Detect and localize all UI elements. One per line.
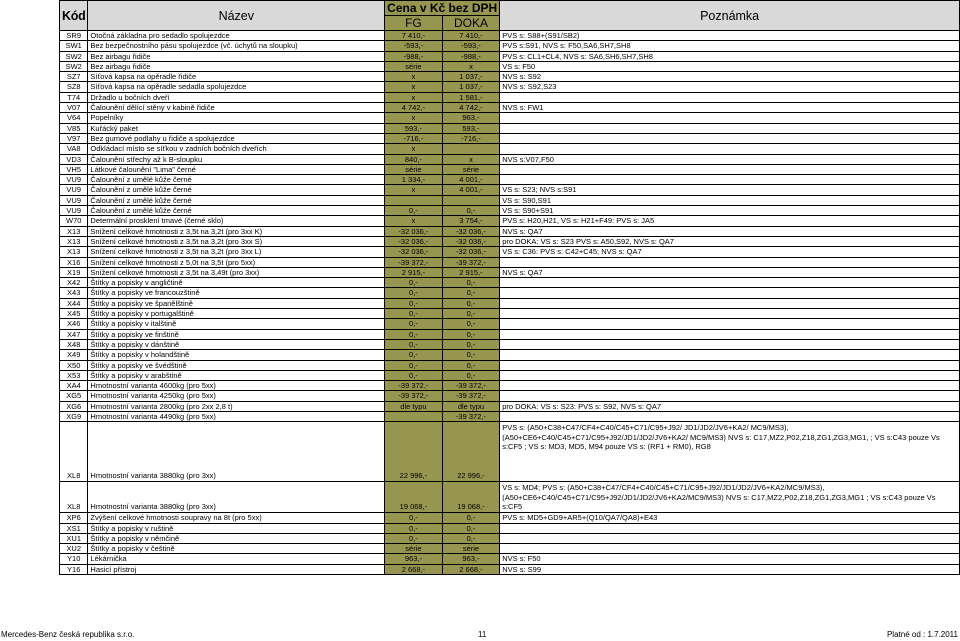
table-row [60, 82, 960, 92]
table-row [60, 103, 960, 113]
row-name: Síťová kapsa na opěradle sedadla spolujezdce [88, 82, 385, 92]
table-row [60, 51, 960, 61]
row-note [500, 164, 960, 174]
row-note [500, 360, 960, 370]
row-price-doka: 0,- [442, 350, 500, 360]
row-code: Y16 [60, 564, 88, 574]
row-name: Štítky a popisky ve francouzštině [88, 288, 385, 298]
row-price-fg: 0,- [385, 513, 443, 523]
row-price-fg: -32 036,- [385, 247, 443, 257]
table-row [60, 523, 960, 533]
row-price-doka: 0,- [442, 513, 500, 523]
row-price-fg: x [385, 92, 443, 102]
row-price-fg: -593,- [385, 41, 443, 51]
row-price-doka: 2 668,- [442, 564, 500, 574]
row-price-fg: 963,- [385, 554, 443, 564]
table-row [60, 339, 960, 349]
row-code: XU1 [60, 533, 88, 543]
footer-valid-from: Platné od : 1.7.2011 [886, 630, 958, 639]
row-price-doka: -716,- [442, 133, 500, 143]
table-row [60, 236, 960, 246]
row-name: Otočná základna pro sedadlo spolujezdce [88, 31, 385, 41]
header-code: Kód [60, 1, 88, 31]
table-row [60, 381, 960, 391]
table-row [60, 41, 960, 51]
row-name: Bez airbagu řidiče [88, 61, 385, 71]
row-code: X19 [60, 267, 88, 277]
row-code: XG9 [60, 411, 88, 421]
row-price-doka: 1 037,- [442, 72, 500, 82]
row-code: SW1 [60, 41, 88, 51]
row-price-fg: 0,- [385, 350, 443, 360]
table-row [60, 309, 960, 319]
row-code: X44 [60, 298, 88, 308]
row-price-fg: 2 915,- [385, 267, 443, 277]
row-price-doka: 7 410,- [442, 31, 500, 41]
row-price-doka: série [442, 164, 500, 174]
row-note: VS s: S23; NVS s:S91 [500, 185, 960, 195]
row-name: Hmotnostní varianta 4250kg (pro 5xx) [88, 391, 385, 401]
row-note [500, 298, 960, 308]
row-name: Kuřácký paket [88, 123, 385, 133]
row-name: Čalounění střechy až k B-sloupku [88, 154, 385, 164]
row-code: VU9 [60, 206, 88, 216]
row-price-fg: 593,- [385, 123, 443, 133]
row-price-fg: 22 996,- [385, 422, 443, 482]
row-price-fg: x [385, 82, 443, 92]
table-row [60, 544, 960, 554]
table-row [60, 206, 960, 216]
row-name: Hmotnostní varianta 4600kg (pro 5xx) [88, 381, 385, 391]
row-price-doka: 1 037,- [442, 82, 500, 92]
row-code: VU9 [60, 175, 88, 185]
row-price-fg: x [385, 185, 443, 195]
row-price-doka: 0,- [442, 288, 500, 298]
row-price-fg: 0,- [385, 288, 443, 298]
row-name: Štítky a popisky ve španělštině [88, 298, 385, 308]
table-row [60, 61, 960, 71]
row-code: VU9 [60, 195, 88, 205]
row-price-fg: 0,- [385, 206, 443, 216]
row-price-doka: -39 372,- [442, 391, 500, 401]
row-note [500, 370, 960, 380]
row-price-fg: 0,- [385, 298, 443, 308]
row-note [500, 533, 960, 543]
row-price-doka [442, 195, 500, 205]
row-name: Čalounění z umělé kůže černé [88, 185, 385, 195]
table-row [60, 257, 960, 267]
row-price-doka: 4 001,- [442, 185, 500, 195]
row-code: X47 [60, 329, 88, 339]
row-price-doka: 963,- [442, 554, 500, 564]
row-name: Štítky a popisky v arabštině [88, 370, 385, 380]
row-code: VH5 [60, 164, 88, 174]
row-price-doka: -39 372,- [442, 381, 500, 391]
row-note: VS s: S90+S91 [500, 206, 960, 216]
row-name: Čalounění z umělé kůže černé [88, 195, 385, 205]
row-price-doka [442, 144, 500, 154]
row-name: Bez gumové podlahy u řidiče a spolujezdce [88, 133, 385, 143]
row-price-fg: -32 036,- [385, 226, 443, 236]
row-name: Hmotnostní varianta 4490kg (pro 5xx) [88, 411, 385, 421]
table-row [60, 92, 960, 102]
row-price-fg: 840,- [385, 154, 443, 164]
row-price-doka: 0,- [442, 319, 500, 329]
footer-company: Mercedes-Benz česká republika s.r.o. [1, 630, 135, 639]
row-name: Zvýšení celkové hmotnosti soupravy na 8t (pro 5xx) [88, 513, 385, 523]
row-note [500, 381, 960, 391]
row-note [500, 350, 960, 360]
table-row [60, 72, 960, 82]
row-price-doka: dle typu [442, 401, 500, 411]
table-row [60, 164, 960, 174]
row-note [500, 411, 960, 421]
row-price-fg: 0,- [385, 319, 443, 329]
row-note: NVS s: F50 [500, 554, 960, 564]
table-row [60, 226, 960, 236]
table-row [60, 513, 960, 523]
row-note: VS s: F50 [500, 61, 960, 71]
row-code: VD3 [60, 154, 88, 164]
row-note [500, 175, 960, 185]
row-note [500, 288, 960, 298]
row-code: SR9 [60, 31, 88, 41]
row-code: XL8 [60, 422, 88, 482]
row-price-fg: 7 410,- [385, 31, 443, 41]
row-name: Štítky a popisky v ruštině [88, 523, 385, 533]
row-price-doka: 0,- [442, 533, 500, 543]
row-price-doka: x [442, 61, 500, 71]
row-price-fg: 19 068,- [385, 482, 443, 513]
table-row [60, 482, 960, 513]
row-code: X13 [60, 226, 88, 236]
header-note: Poznámka [500, 1, 960, 31]
row-note [500, 309, 960, 319]
table-row [60, 298, 960, 308]
table-row [60, 554, 960, 564]
row-price-fg: 0,- [385, 360, 443, 370]
row-name: Čalounění z umělé kůže černé [88, 206, 385, 216]
row-name: Bez bezpečnostního pásu spolujezdce (vč. úchytů na sloupku) [88, 41, 385, 51]
row-price-doka: 3 754,- [442, 216, 500, 226]
row-note [500, 278, 960, 288]
row-price-doka: 0,- [442, 278, 500, 288]
row-code: XU2 [60, 544, 88, 554]
row-code: SZ7 [60, 72, 88, 82]
row-note: VS s: C36: PVS s: C42+C45; NVS s: QA7 [500, 247, 960, 257]
row-name: Hasicí přístroj [88, 564, 385, 574]
row-note [500, 123, 960, 133]
table-row [60, 422, 960, 482]
row-code: SW2 [60, 61, 88, 71]
row-code: X13 [60, 236, 88, 246]
row-code: X49 [60, 350, 88, 360]
row-note [500, 92, 960, 102]
row-price-fg: x [385, 216, 443, 226]
row-note [500, 339, 960, 349]
row-code: X48 [60, 339, 88, 349]
row-name: Hmotnostní varianta 3880kg (pro 3xx) [88, 482, 385, 513]
table-row [60, 329, 960, 339]
row-note: VS s: S90,S91 [500, 195, 960, 205]
row-price-doka: 0,- [442, 339, 500, 349]
row-code: X50 [60, 360, 88, 370]
table-row [60, 401, 960, 411]
footer-page-number: 11 [478, 630, 487, 639]
row-code: XP6 [60, 513, 88, 523]
row-note [500, 523, 960, 533]
row-name: Látkové čalounění "Lima" černé [88, 164, 385, 174]
row-note: VS s: MD4; PVS s: (A50+C38+C47/CF4+C40/C45+C71/C95+J92/JD1/JD2/JV6+KA2/MC9/MS3),(A50+CE6+C40/C45+C71/C95+J92/JD1/JD2/JV6+KA2/MC9/MS3) NVS s: C17,MZ2,P02,Z18,ZG1,ZG3,MG1 ; VS s:C43 pouze Vs s:CF5 [500, 482, 960, 513]
row-price-fg: -32 036,- [385, 236, 443, 246]
table-row [60, 175, 960, 185]
row-price-fg: x [385, 113, 443, 123]
row-price-doka: -32 036,- [442, 226, 500, 236]
row-price-fg: dle typu [385, 401, 443, 411]
table-row [60, 195, 960, 205]
row-note: PVS s: H20,H21, VS s: H21+F49: PVS s: JA5 [500, 216, 960, 226]
row-name: Štítky a popisky ve finštině [88, 329, 385, 339]
row-name: Odkládací místo se síťkou v zadních bočních dveřích [88, 144, 385, 154]
row-name: Držadlo u bočních dveří [88, 92, 385, 102]
row-code: X42 [60, 278, 88, 288]
row-code: SZ8 [60, 82, 88, 92]
table-row [60, 564, 960, 574]
row-price-doka: 4 742,- [442, 103, 500, 113]
row-name: Snížení celkové hmotnosti z 3,5t na 3,49t (pro 3xx) [88, 267, 385, 277]
table-row [60, 267, 960, 277]
row-code: X46 [60, 319, 88, 329]
row-price-doka: -39 372,- [442, 411, 500, 421]
row-price-doka: -32 036,- [442, 236, 500, 246]
row-code: XL8 [60, 482, 88, 513]
row-price-doka: 0,- [442, 329, 500, 339]
row-name: Lékárnička [88, 554, 385, 564]
table-row [60, 113, 960, 123]
row-note: pro DOKA: VS s: S23: PVS s: S92, NVS s: QA7 [500, 401, 960, 411]
row-code: Y10 [60, 554, 88, 564]
row-price-doka: 0,- [442, 298, 500, 308]
row-note [500, 133, 960, 143]
row-name: Štítky a popisky v češtině [88, 544, 385, 554]
row-code: T74 [60, 92, 88, 102]
row-note: NVS s: S99 [500, 564, 960, 574]
row-name: Čalounění z umělé kůže černé [88, 175, 385, 185]
row-name: Hmotnostní varianta 2800kg (pro 2xx 2,8 t) [88, 401, 385, 411]
row-price-doka: 4 001,- [442, 175, 500, 185]
row-price-fg [385, 411, 443, 421]
row-name: Snížení celkové hmotnosti z 3,5t na 3,2t (pro 3xx S) [88, 236, 385, 246]
row-note [500, 113, 960, 123]
table-row [60, 123, 960, 133]
header-price: Cena v Kč bez DPH [385, 1, 500, 16]
row-name: Hmotnostní varianta 3880kg (pro 3xx) [88, 422, 385, 482]
row-note [500, 329, 960, 339]
row-price-fg: 0,- [385, 370, 443, 380]
row-code: VU9 [60, 185, 88, 195]
row-price-doka: -593,- [442, 41, 500, 51]
table-row [60, 185, 960, 195]
row-note: NVS s: FW1 [500, 103, 960, 113]
row-code: X53 [60, 370, 88, 380]
row-code: V64 [60, 113, 88, 123]
row-code: XG6 [60, 401, 88, 411]
price-table [59, 0, 960, 575]
table-row [60, 154, 960, 164]
row-price-doka: 0,- [442, 309, 500, 319]
row-price-fg: 1 334,- [385, 175, 443, 185]
row-name: Snížení celkové hmotnosti z 3,5t na 3,2t (pro 3xx L) [88, 247, 385, 257]
row-code: V07 [60, 103, 88, 113]
row-code: W70 [60, 216, 88, 226]
row-note: NVS s: QA7 [500, 267, 960, 277]
row-price-fg: série [385, 164, 443, 174]
row-price-doka: 593,- [442, 123, 500, 133]
table-row [60, 319, 960, 329]
row-name: Štítky a popisky v angličtině [88, 278, 385, 288]
table-row [60, 370, 960, 380]
row-code: XS1 [60, 523, 88, 533]
table-row [60, 360, 960, 370]
row-price-fg: 2 668,- [385, 564, 443, 574]
table-row [60, 31, 960, 41]
row-note [500, 257, 960, 267]
row-note: pro DOKA: VS s: S23 PVS s: A50,S92, NVS s: QA7 [500, 236, 960, 246]
row-price-fg: série [385, 544, 443, 554]
table-row [60, 350, 960, 360]
row-code: V85 [60, 123, 88, 133]
row-price-doka: 0,- [442, 370, 500, 380]
row-code: X45 [60, 309, 88, 319]
row-price-doka: x [442, 154, 500, 164]
row-code: X16 [60, 257, 88, 267]
row-price-fg: 0,- [385, 329, 443, 339]
row-price-doka: 0,- [442, 523, 500, 533]
row-price-fg: 0,- [385, 278, 443, 288]
row-price-fg: x [385, 72, 443, 82]
row-price-doka: 19 068,- [442, 482, 500, 513]
row-note: NVS s: S92,S23 [500, 82, 960, 92]
row-price-doka: 1 581,- [442, 92, 500, 102]
row-price-fg: série [385, 61, 443, 71]
row-note: PVS s: CL1+CL4, NVS s: SA6,SH6,SH7,SH8 [500, 51, 960, 61]
row-note [500, 544, 960, 554]
header-row [60, 1, 960, 16]
row-note: PVS s:S91, NVS s: F50,SA6,SH7,SH8 [500, 41, 960, 51]
row-note: PVS s: (A50+C38+C47/CF4+C40/C45+C71/C95+J92/ JD1/JD2/JV6+KA2/ MC9/MS3),(A50+CE6+C40/C45+C71/C95+J92/JD1/JD2/JV6+KA2/ MC9/MS3) NVS s: C17,MZ2,P02,Z18,ZG1,ZG3,MG1, ; VS s:C43 pouze Vs s:CF5 ; VS s: MD3, MD5, M94 pouze VS s: (RF1 + RM0), RG8 [500, 422, 960, 482]
row-code: SW2 [60, 51, 88, 61]
table-row [60, 247, 960, 257]
row-price-doka: -32 036,- [442, 247, 500, 257]
row-code: X13 [60, 247, 88, 257]
table-row [60, 133, 960, 143]
row-note [500, 391, 960, 401]
table-row [60, 216, 960, 226]
row-note: NVS s: QA7 [500, 226, 960, 236]
row-price-doka: 2 915,- [442, 267, 500, 277]
row-code: XA4 [60, 381, 88, 391]
header-name: Název [88, 1, 385, 31]
row-price-doka: série [442, 544, 500, 554]
row-code: XG5 [60, 391, 88, 401]
row-price-doka: 0,- [442, 360, 500, 370]
row-note [500, 144, 960, 154]
row-name: Čalounění dělící stěny v kabině řidiče [88, 103, 385, 113]
row-name: Bez airbagu řidiče [88, 51, 385, 61]
row-note: PVS s: MD5+GD9+AR5+(Q10/QA7/QA8)+E43 [500, 513, 960, 523]
row-name: Štítky a popisky v dánštině [88, 339, 385, 349]
row-name: Štítky a popisky v italštině [88, 319, 385, 329]
row-price-fg: -716,- [385, 133, 443, 143]
row-name: Štítky a popisky v portugalštině [88, 309, 385, 319]
row-name: Snížení celkové hmotnosti z 5,0t na 3,5t (pro 5xx) [88, 257, 385, 267]
table-row [60, 391, 960, 401]
row-name: Síťová kapsa na opěradle řidiče [88, 72, 385, 82]
row-code: VA8 [60, 144, 88, 154]
row-code: V97 [60, 133, 88, 143]
row-name: Popelníky [88, 113, 385, 123]
table-row [60, 533, 960, 543]
row-price-fg: 0,- [385, 309, 443, 319]
row-price-fg: -988,- [385, 51, 443, 61]
row-price-doka: 22 996,- [442, 422, 500, 482]
header-fg: FG [385, 16, 443, 31]
header-doka: DOKA [442, 16, 500, 31]
row-note: PVS s: S88+(S91/SB2) [500, 31, 960, 41]
table-row [60, 144, 960, 154]
table-row [60, 278, 960, 288]
row-name: Štítky a popisky v holandštině [88, 350, 385, 360]
row-name: Štítky a popisky v němčině [88, 533, 385, 543]
row-price-fg: -39 372,- [385, 391, 443, 401]
table-row [60, 411, 960, 421]
row-name: Determální prosklení tmavé (černé sklo) [88, 216, 385, 226]
row-price-fg: 0,- [385, 533, 443, 543]
row-price-fg [385, 195, 443, 205]
table-row [60, 288, 960, 298]
row-price-fg: -39 372,- [385, 257, 443, 267]
row-price-fg: 0,- [385, 523, 443, 533]
row-price-fg: 4 742,- [385, 103, 443, 113]
row-name: Snížení celkové hmotnosti z 3,5t na 3,2t (pro 3xx K) [88, 226, 385, 236]
row-price-fg: 0,- [385, 339, 443, 349]
row-note: NVS s: S92 [500, 72, 960, 82]
row-note: NVS s:V07,F50 [500, 154, 960, 164]
row-price-fg: x [385, 144, 443, 154]
row-price-doka: 963,- [442, 113, 500, 123]
row-name: Štítky a popisky ve švédštině [88, 360, 385, 370]
row-code: X43 [60, 288, 88, 298]
row-price-doka: -988,- [442, 51, 500, 61]
row-price-fg: -39 372,- [385, 381, 443, 391]
row-price-doka: -39 372,- [442, 257, 500, 267]
row-price-doka: 0,- [442, 206, 500, 216]
row-note [500, 319, 960, 329]
